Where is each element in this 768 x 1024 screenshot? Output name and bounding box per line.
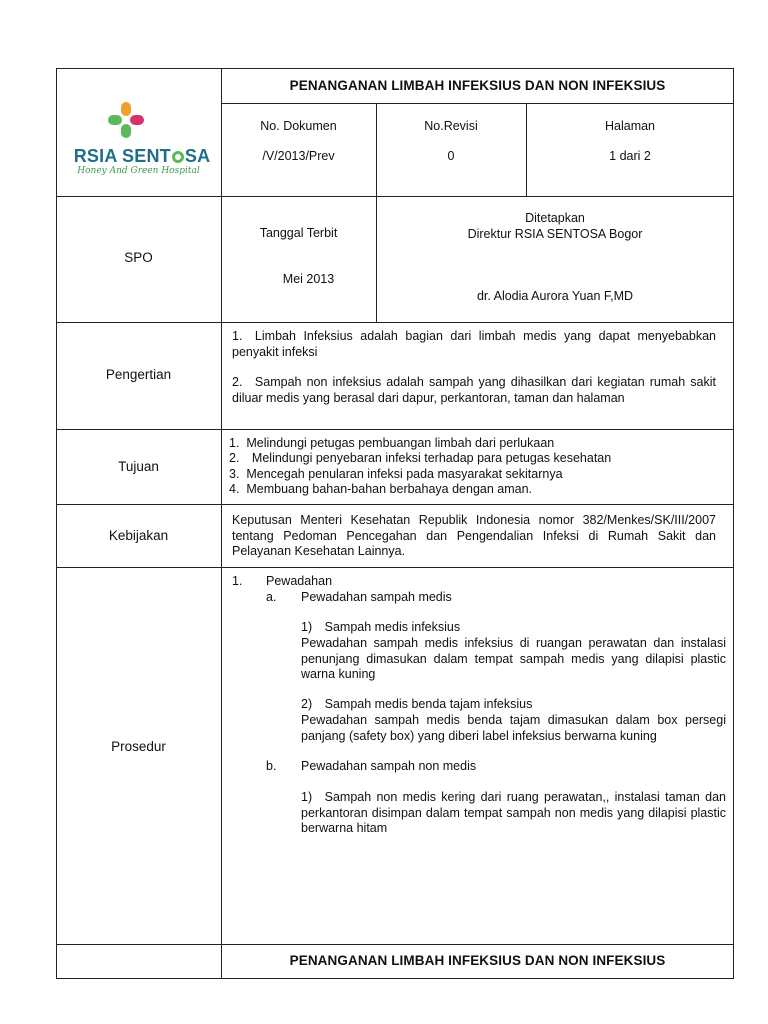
column-divider — [221, 68, 222, 979]
title-row-divider — [221, 103, 734, 104]
doc-no-value: /V/2013/Prev — [262, 149, 335, 163]
prosedur-a1-text: Pewadahan sampah medis infeksius di ruangan perawatan dan instalasi penunjang dimasukan dalam tempat sampah medis yang dilapisi plastic warna kuning — [301, 636, 726, 681]
border-left — [56, 68, 57, 979]
document-title: PENANGANAN LIMBAH INFEKSIUS DAN NON INFEKSIUS — [289, 78, 666, 93]
logo-name: RSIA SENT SA — [73, 146, 211, 166]
issue-date-value: Mei 2013 — [282, 272, 335, 286]
approved-by: Direktur RSIA SENTOSA Bogor — [467, 227, 643, 241]
spo-label: SPO — [124, 250, 153, 265]
row-divider-kebijakan — [56, 567, 734, 568]
signatory-name: dr. Alodia Aurora Yuan F,MD — [476, 289, 634, 303]
kebijakan-text: Keputusan Menteri Kesehatan Republik Indonesia nomor 382/Menkes/SK/III/2007 tentang Pedoman Pencegahan dan Pengendalian Infeksi di Rumah Sakit dan Pelayanan Kesehatan Lainnya. — [232, 513, 716, 558]
revision-value: 0 — [447, 149, 455, 163]
tujuan-item-2: 2. Melindungi penyebaran infeksi terhadap para petugas kesehatan — [229, 451, 612, 465]
tujuan-label: Tujuan — [118, 459, 159, 474]
page-value: 1 dari 2 — [609, 149, 651, 163]
prosedur-l1-num: 1. — [232, 574, 243, 588]
kebijakan-label: Kebijakan — [108, 528, 169, 543]
prosedur-a1-heading: 1) Sampah medis infeksius — [301, 620, 461, 634]
prosedur-a2-heading: 2) Sampah medis benda tajam infeksius — [301, 697, 533, 711]
revision-label: No.Revisi — [424, 119, 478, 133]
approved-label: Ditetapkan — [525, 211, 585, 225]
prosedur-label: Prosedur — [111, 739, 166, 754]
prosedur-b-text: Pewadahan sampah non medis — [301, 759, 477, 773]
logo-tagline: Honey And Green Hospital — [77, 166, 200, 176]
prosedur-b-num: b. — [266, 759, 277, 773]
spo-document — [56, 68, 734, 979]
logo-o-icon — [172, 151, 184, 163]
footer-title: PENANGANAN LIMBAH INFEKSIUS DAN NON INFEKSIUS — [289, 953, 666, 968]
tujuan-item-1: 1. Melindungi petugas pembuangan limbah dari perlukaan — [229, 436, 555, 450]
prosedur-a-num: a. — [266, 590, 277, 604]
pengertian-label: Pengertian — [105, 367, 172, 382]
page-label: Halaman — [604, 119, 656, 133]
doc-no-label: No. Dokumen — [260, 119, 337, 133]
row-divider-header — [56, 196, 734, 197]
border-bottom — [56, 978, 734, 979]
row-divider-spo — [56, 322, 734, 323]
pengertian-item-2: 2. Sampah non infeksius adalah sampah yang dihasilkan dari kegiatan rumah sakit diluar medis yang berasal dari dapur, perkantoran, taman dan halaman — [232, 375, 716, 405]
tujuan-item-3: 3. Mencegah penularan infeksi pada masyarakat sekitarnya — [229, 467, 563, 481]
prosedur-a-text: Pewadahan sampah medis — [301, 590, 452, 604]
cross-logo-icon — [106, 100, 146, 140]
prosedur-b1-text: 1) Sampah non medis kering dari ruang perawatan,, instalasi taman dan perkantoran disimpan dalam tempat sampah non medis yang dilapisi plastic berwarna hitam — [301, 790, 726, 835]
tujuan-item-4: 4. Membuang bahan-bahan berbahaya dengan aman. — [229, 482, 533, 496]
row-divider-pengertian — [56, 429, 734, 430]
hospital-logo — [56, 68, 221, 196]
row-divider-tujuan — [56, 504, 734, 505]
row-divider-prosedur — [56, 944, 734, 945]
prosedur-a2-text: Pewadahan sampah medis benda tajam dimasukan dalam box persegi panjang (safety box) yang diberi label infeksius berwarna kuning — [301, 713, 726, 743]
prosedur-l1-text: Pewadahan — [266, 574, 333, 588]
border-right — [733, 68, 734, 979]
issue-date-label: Tanggal Terbit — [259, 226, 338, 240]
pengertian-item-1: 1. Limbah Infeksius adalah bagian dari limbah medis yang dapat menyebabkan penyakit infeksi — [232, 329, 716, 359]
